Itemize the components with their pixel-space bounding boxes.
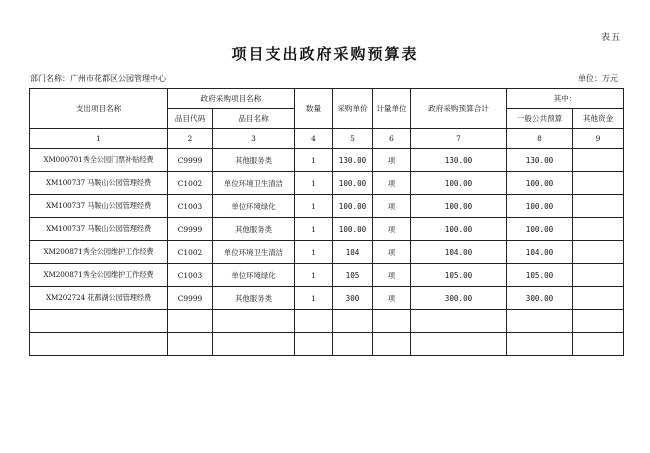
cell-unit-price: 100.00 — [333, 195, 373, 218]
header-budget-total: 政府采购预算合计 — [411, 89, 507, 129]
header-of-which: 其中： — [507, 89, 624, 109]
column-number: 2 — [168, 129, 213, 149]
cell-general-budget: 130.00 — [507, 149, 573, 172]
cell-general-budget — [507, 333, 573, 356]
cell-project: XM200871秀全公园维护工作经费 — [30, 241, 168, 264]
cell-project: XM100737 马鞍山公园管理经费 — [30, 172, 168, 195]
header-general-budget: 一般公共预算 — [507, 109, 573, 129]
department-line — [30, 73, 166, 84]
cell-code: C9999 — [168, 149, 213, 172]
cell-unit-price: 130.00 — [333, 149, 373, 172]
header-project-name: 支出项目名称 — [30, 89, 168, 129]
column-number: 3 — [213, 129, 295, 149]
cell-project: XM200871秀全公园维护工作经费 — [30, 264, 168, 287]
cell-budget-total: 100.00 — [411, 218, 507, 241]
column-number: 4 — [295, 129, 333, 149]
cell-other-funds — [573, 264, 624, 287]
cell-code: C1002 — [168, 172, 213, 195]
header-measure-unit: 计量单位 — [373, 89, 411, 129]
cell-quantity: 1 — [295, 218, 333, 241]
cell-code — [168, 310, 213, 333]
column-number-row — [30, 129, 624, 149]
cell-unit-price — [333, 333, 373, 356]
cell-measure-unit: 项 — [373, 287, 411, 310]
cell-other-funds — [573, 310, 624, 333]
cell-other-funds — [573, 172, 624, 195]
table-row — [30, 287, 624, 310]
cell-quantity — [295, 310, 333, 333]
cell-other-funds — [573, 195, 624, 218]
cell-budget-total — [411, 310, 507, 333]
cell-project — [30, 310, 168, 333]
cell-other-funds — [573, 218, 624, 241]
column-number: 6 — [373, 129, 411, 149]
cell-budget-total: 130.00 — [411, 149, 507, 172]
cell-item-name: 其他服务类 — [213, 287, 295, 310]
cell-project — [30, 333, 168, 356]
cell-unit-price — [333, 310, 373, 333]
cell-item-name — [213, 333, 295, 356]
cell-item-name: 单位环境绿化 — [213, 195, 295, 218]
cell-measure-unit: 项 — [373, 241, 411, 264]
header-quantity: 数量 — [295, 89, 333, 129]
sheet-number: 表五 — [601, 33, 622, 43]
cell-quantity: 1 — [295, 287, 333, 310]
cell-measure-unit: 项 — [373, 195, 411, 218]
cell-unit-price: 100.00 — [333, 172, 373, 195]
cell-measure-unit: 项 — [373, 172, 411, 195]
column-number: 8 — [507, 129, 573, 149]
cell-budget-total: 104.00 — [411, 241, 507, 264]
column-number: 5 — [333, 129, 373, 149]
cell-budget-total: 105.00 — [411, 264, 507, 287]
cell-project: XM100737 马鞍山公园管理经费 — [30, 218, 168, 241]
cell-budget-total: 100.00 — [411, 172, 507, 195]
cell-item-name — [213, 310, 295, 333]
cell-general-budget: 100.00 — [507, 218, 573, 241]
cell-project: XM000701秀全公园门票补贴经费 — [30, 149, 168, 172]
cell-unit-price: 105 — [333, 264, 373, 287]
cell-code: C1002 — [168, 241, 213, 264]
cell-general-budget: 300.00 — [507, 287, 573, 310]
cell-code: C9999 — [168, 218, 213, 241]
table-row — [30, 241, 624, 264]
cell-quantity: 1 — [295, 241, 333, 264]
cell-general-budget: 104.00 — [507, 241, 573, 264]
cell-general-budget: 100.00 — [507, 195, 573, 218]
cell-unit-price: 104 — [333, 241, 373, 264]
cell-quantity: 1 — [295, 195, 333, 218]
column-number: 7 — [411, 129, 507, 149]
cell-measure-unit — [373, 333, 411, 356]
table-row — [30, 333, 624, 356]
cell-item-name: 单位环境卫生清洁 — [213, 172, 295, 195]
cell-budget-total: 300.00 — [411, 287, 507, 310]
table-row — [30, 310, 624, 333]
cell-item-name: 单位环境卫生清洁 — [213, 241, 295, 264]
cell-general-budget: 100.00 — [507, 172, 573, 195]
header-other-funds: 其他资金 — [573, 109, 624, 129]
cell-project: XM100737 马鞍山公园管理经费 — [30, 195, 168, 218]
procurement-budget-table — [29, 88, 624, 356]
header-item-name: 品目名称 — [213, 109, 295, 129]
cell-item-name: 单位环境绿化 — [213, 264, 295, 287]
cell-unit-price: 100.00 — [333, 218, 373, 241]
department-name: 广州市花都区公园管理中心 — [70, 74, 166, 83]
cell-other-funds — [573, 149, 624, 172]
cell-other-funds — [573, 287, 624, 310]
page-title: 项目支出政府采购预算表 — [231, 45, 419, 63]
cell-measure-unit — [373, 310, 411, 333]
header-item-code: 品目代码 — [168, 109, 213, 129]
cell-code: C1003 — [168, 264, 213, 287]
cell-unit-price: 300 — [333, 287, 373, 310]
header-procurement-item: 政府采购项目名称 — [168, 89, 295, 109]
table-row — [30, 218, 624, 241]
cell-other-funds — [573, 333, 624, 356]
cell-code: C9999 — [168, 287, 213, 310]
cell-budget-total — [411, 333, 507, 356]
cell-code — [168, 333, 213, 356]
table-row — [30, 149, 624, 172]
cell-quantity: 1 — [295, 264, 333, 287]
cell-measure-unit: 项 — [373, 218, 411, 241]
cell-code: C1003 — [168, 195, 213, 218]
column-number: 9 — [573, 129, 624, 149]
cell-general-budget — [507, 310, 573, 333]
header-unit-price: 采购单价 — [333, 89, 373, 129]
cell-quantity: 1 — [295, 172, 333, 195]
cell-budget-total: 100.00 — [411, 195, 507, 218]
cell-item-name: 其他服务类 — [213, 149, 295, 172]
unit-label: 单位：万元 — [578, 74, 618, 83]
cell-measure-unit: 项 — [373, 264, 411, 287]
cell-measure-unit: 项 — [373, 149, 411, 172]
cell-general-budget: 105.00 — [507, 264, 573, 287]
cell-project: XM202724 花都湖公园管理经费 — [30, 287, 168, 310]
table-row — [30, 264, 624, 287]
cell-other-funds — [573, 241, 624, 264]
table-row — [30, 195, 624, 218]
cell-item-name: 其他服务类 — [213, 218, 295, 241]
cell-quantity — [295, 333, 333, 356]
column-number: 1 — [30, 129, 168, 149]
table-row — [30, 172, 624, 195]
department-label: 部门名称： — [30, 74, 70, 83]
cell-quantity: 1 — [295, 149, 333, 172]
